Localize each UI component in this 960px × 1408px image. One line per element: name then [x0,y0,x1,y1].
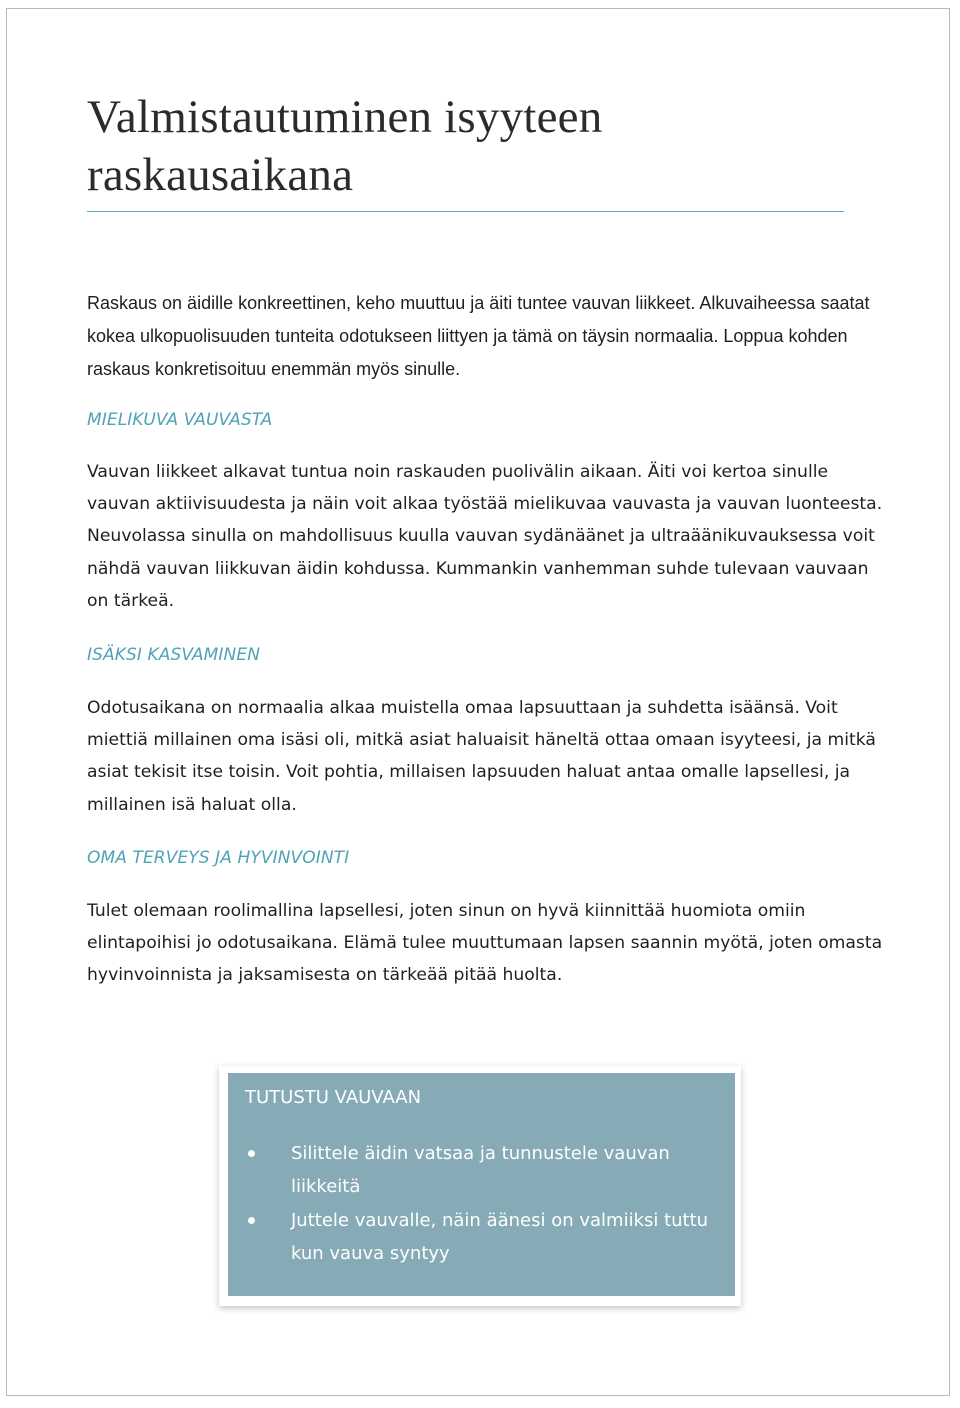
bullet-icon [248,1150,255,1157]
callout-item-text: Juttele vauvalle, näin äänesi on valmiiksi tuttu kun vauva syntyy [291,1210,709,1264]
callout-list-item [228,1137,735,1203]
callout-list [228,1137,735,1271]
paragraph-isaksi-kasvaminen: Odotusaikana on normaalia alkaa muistella omaa lapsuuttaan ja suhdetta isäänsä. Voit miettiä millainen oma isäsi oli, mitkä asiat haluaisit häneltä ottaa omaan isyyteesi, ja mitkä asiat tekisit itse toisin. Voit pohtia, millaisen lapsuuden haluat antaa omalle lapsellesi, ja millainen isä haluat olla. [87,698,876,815]
title-underline [87,211,844,212]
heading-mielikuva-vauvasta: MIELIKUVA VAUVASTA [87,410,273,430]
intro-paragraph: Raskaus on äidille konkreettinen, keho muuttuu ja äiti tuntee vauvan liikkeet. Alkuvaiheessa saatat kokea ulkopuolisuuden tunteita odotukseen liittyen ja tämä on täysin normaalia. Loppua kohden raskaus konkretisoituu enemmän myös sinulle. [87,293,870,379]
callout-item-text: Silittele äidin vatsaa ja tunnustele vauvan liikkeitä [291,1143,670,1197]
heading-oma-terveys: OMA TERVEYS JA HYVINVOINTI [87,848,350,868]
paragraph-mielikuva-vauvasta: Vauvan liikkeet alkavat tuntua noin raskauden puolivälin aikaan. Äiti voi kertoa sinulle vauvan aktiivisuudesta ja näin voit alkaa työstää mielikuvaa vauvasta ja vauvan luonteesta. Neuvolassa sinulla on mahdollisuus kuulla vauvan sydänäänet ja ultraäänikuvauksessa voit nähdä vauvan liikkuvan äidin kohdussa. Kummankin vanhemman suhde tulevaan vauvaan on tärkeä. [87,462,883,611]
callout-list-item [228,1204,735,1270]
callout-box [228,1073,735,1296]
document-title: Valmistautuminen isyyteen raskausaikana [87,91,603,201]
paragraph-oma-terveys: Tulet olemaan roolimallina lapsellesi, joten sinun on hyvä kiinnittää huomiota omiin elintapoihisi jo odotusaikana. Elämä tulee muuttumaan lapsen saannin myötä, joten omasta hyvinvoinnista ja jaksamisesta on tärkeää pitää huolta. [87,901,883,986]
callout-title: TUTUSTU VAUVAAN [245,1087,422,1108]
bullet-icon [248,1217,255,1224]
heading-isaksi-kasvaminen: ISÄKSI KASVAMINEN [87,645,261,665]
